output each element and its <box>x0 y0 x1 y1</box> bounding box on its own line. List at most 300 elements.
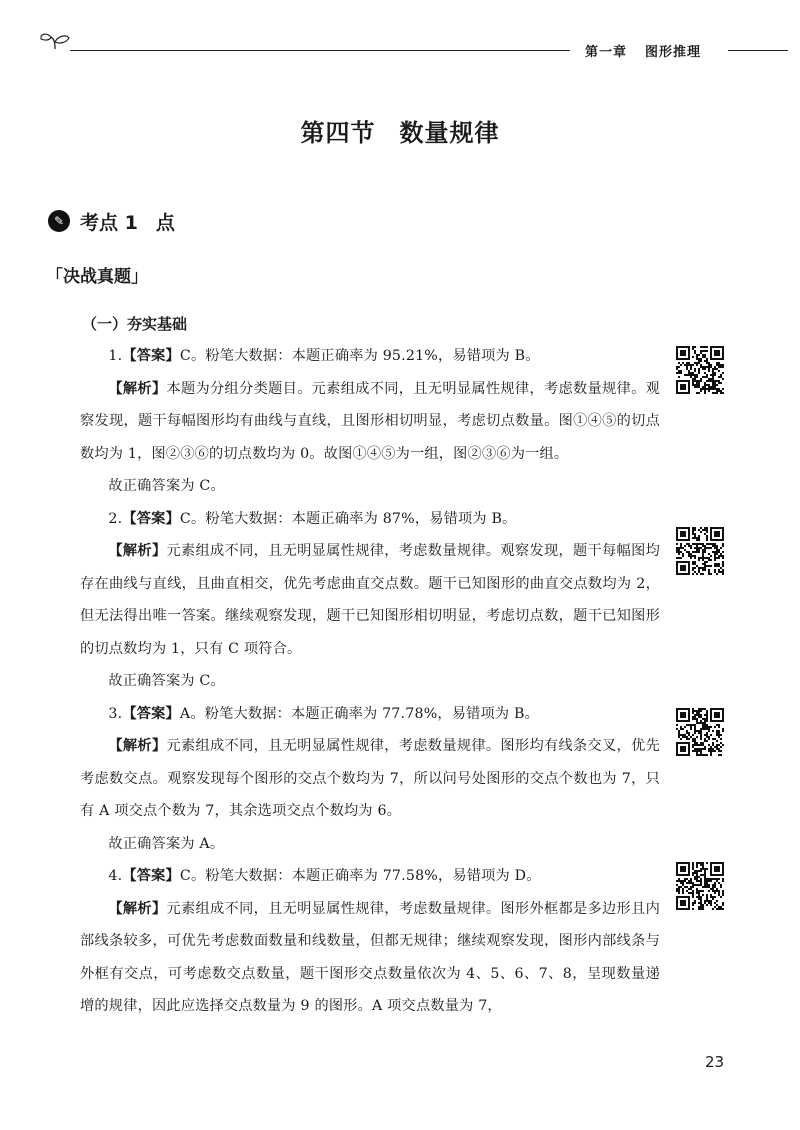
qr-module <box>688 553 690 555</box>
qr-module <box>714 382 716 384</box>
qr-module <box>722 730 724 732</box>
qr-finder-module <box>680 350 686 356</box>
qr-module <box>690 880 692 882</box>
qr-module <box>718 388 720 390</box>
qr-module <box>704 547 706 549</box>
qr-module <box>694 738 696 740</box>
qr-module <box>690 374 692 376</box>
qr-module <box>696 748 698 750</box>
analysis-paragraph: 【解析】元素组成不同，且无明显属性规律，考虑数量规律。图形外框都是多边形且内部线条较多，可优先考虑数面数量和线数量，但都无规律；继续观察发现，图形内部线条与外框有交点，可考虑数交点数量，题干图形交点数量依次为 4、5、6、7、8，呈现数量递增的规律，因此应选择交点数量为 9 的图形。A 项交点数量为 7， <box>80 900 660 1014</box>
qr-module <box>696 551 698 553</box>
qr-module <box>708 569 710 571</box>
qr-module <box>702 573 704 575</box>
qr-module <box>700 390 702 392</box>
qr-module <box>696 392 698 394</box>
qr-module <box>710 746 712 748</box>
qr-module <box>692 716 694 718</box>
qr-module <box>698 372 700 374</box>
qr-module <box>720 746 722 748</box>
qr-module <box>708 362 710 364</box>
qr-module <box>696 364 698 366</box>
section-number: 第四节 <box>300 119 376 147</box>
qr-finder-module <box>680 565 686 571</box>
qr-module <box>688 892 690 894</box>
qr-module <box>702 708 704 710</box>
qr-module <box>694 380 696 382</box>
qr-module <box>698 908 700 910</box>
qr-module <box>706 557 708 559</box>
qr-module <box>694 876 696 878</box>
qr-module <box>690 728 692 730</box>
qr-module <box>708 750 710 752</box>
qr-code-icon[interactable] <box>676 862 724 910</box>
qr-module <box>704 360 706 362</box>
qr-module <box>710 894 712 896</box>
qr-module <box>682 890 684 892</box>
qr-module <box>704 569 706 571</box>
qr-module <box>716 878 718 880</box>
qr-module <box>704 549 706 551</box>
qr-module <box>678 886 680 888</box>
qr-module <box>692 569 694 571</box>
tag-label: 【答案】 <box>122 868 180 884</box>
qr-module <box>706 529 708 531</box>
qr-module <box>712 378 714 380</box>
qr-module <box>692 382 694 384</box>
qr-module <box>706 728 708 730</box>
qr-module <box>716 565 718 567</box>
qr-module <box>718 569 720 571</box>
qr-module <box>680 728 682 730</box>
qr-finder-module <box>680 531 686 537</box>
qr-module <box>706 878 708 880</box>
qr-module <box>696 730 698 732</box>
qr-module <box>704 718 706 720</box>
qr-module <box>676 372 678 374</box>
qr-module <box>694 563 696 565</box>
qr-module <box>692 874 694 876</box>
qr-module <box>696 714 698 716</box>
qr-module <box>700 730 702 732</box>
qr-module <box>694 370 696 372</box>
qr-module <box>718 908 720 910</box>
qr-module <box>678 730 680 732</box>
qr-module <box>698 559 700 561</box>
qr-module <box>676 888 678 890</box>
qr-module <box>698 567 700 569</box>
qr-module <box>712 386 714 388</box>
qr-module <box>694 884 696 886</box>
qr-module <box>704 746 706 748</box>
qr-module <box>700 722 702 724</box>
qr-module <box>698 571 700 573</box>
qr-module <box>706 535 708 537</box>
qr-module <box>704 708 706 710</box>
qr-module <box>688 555 690 557</box>
qr-module <box>722 878 724 880</box>
qr-module <box>702 354 704 356</box>
qr-module <box>706 388 708 390</box>
qr-module <box>706 537 708 539</box>
qr-module <box>710 752 712 754</box>
qr-module <box>714 892 716 894</box>
qr-code-icon[interactable] <box>676 527 724 575</box>
qr-module <box>714 551 716 553</box>
qr-module <box>694 726 696 728</box>
qr-module <box>692 890 694 892</box>
qr-module <box>698 730 700 732</box>
qr-module <box>698 716 700 718</box>
qr-module <box>708 890 710 892</box>
qr-module <box>704 876 706 878</box>
qr-module <box>686 738 688 740</box>
qr-module <box>688 545 690 547</box>
qr-module <box>700 904 702 906</box>
qr-module <box>700 366 702 368</box>
qr-module <box>710 904 712 906</box>
qr-module <box>722 744 724 746</box>
qr-module <box>720 886 722 888</box>
qr-module <box>722 388 724 390</box>
qr-module <box>702 563 704 565</box>
qr-module <box>706 734 708 736</box>
qr-module <box>702 549 704 551</box>
qr-module <box>692 708 694 710</box>
qr-module <box>698 862 700 864</box>
qr-module <box>682 555 684 557</box>
qr-module <box>690 878 692 880</box>
qr-finder-module <box>714 866 720 872</box>
qr-module <box>696 537 698 539</box>
qr-module <box>708 370 710 372</box>
qr-module <box>706 539 708 541</box>
qr-module <box>704 529 706 531</box>
qr-module <box>698 392 700 394</box>
qr-module <box>678 376 680 378</box>
qr-module <box>704 366 706 368</box>
qr-module <box>710 378 712 380</box>
kaodian-text <box>80 208 175 235</box>
qr-module <box>712 730 714 732</box>
qr-module <box>706 716 708 718</box>
qr-module <box>708 565 710 567</box>
qr-module <box>710 386 712 388</box>
qr-module <box>694 555 696 557</box>
qr-module <box>716 545 718 547</box>
qr-module <box>704 567 706 569</box>
qr-module <box>688 880 690 882</box>
qr-module <box>680 551 682 553</box>
qr-module <box>708 378 710 380</box>
qr-module <box>714 384 716 386</box>
qr-module <box>700 531 702 533</box>
qr-module <box>694 384 696 386</box>
qr-module <box>718 555 720 557</box>
conclusion-line: 故正确答案为 C。 <box>108 673 225 689</box>
qr-module <box>716 888 718 890</box>
qr-module <box>700 878 702 880</box>
qr-module <box>704 748 706 750</box>
qr-module <box>706 886 708 888</box>
qr-module <box>714 372 716 374</box>
qr-module <box>690 366 692 368</box>
qr-module <box>720 547 722 549</box>
answer-line: 3.【答案】A。粉笔大数据：本题正确率为 77.78%，易错项为 B。 <box>108 705 540 722</box>
qr-module <box>680 370 682 372</box>
conclusion-line: 故正确答案为 A。 <box>108 835 225 852</box>
qr-module <box>720 908 722 910</box>
qr-module <box>718 376 720 378</box>
qr-module <box>696 870 698 872</box>
qr-module <box>718 744 720 746</box>
qr-module <box>708 368 710 370</box>
qr-module <box>714 565 716 567</box>
qr-module <box>710 734 712 736</box>
running-header <box>0 0 800 70</box>
tag-label: 【解析】 <box>108 543 167 559</box>
qr-module <box>720 754 722 756</box>
qr-module <box>722 563 724 565</box>
qr-module <box>696 892 698 894</box>
qr-module <box>696 382 698 384</box>
header-rule-left <box>70 50 570 51</box>
qr-module <box>692 543 694 545</box>
qr-module <box>710 888 712 890</box>
qr-module <box>696 866 698 868</box>
qr-module <box>694 362 696 364</box>
qr-module <box>692 533 694 535</box>
qr-module <box>694 346 696 348</box>
qr-module <box>696 545 698 547</box>
qr-module <box>702 350 704 352</box>
qr-module <box>676 551 678 553</box>
qr-code-icon[interactable] <box>676 346 724 394</box>
qr-module <box>714 569 716 571</box>
qr-module <box>722 366 724 368</box>
qr-module <box>700 720 702 722</box>
qr-module <box>678 880 680 882</box>
qr-module <box>704 728 706 730</box>
qr-module <box>686 882 688 884</box>
qr-module <box>718 748 720 750</box>
qr-module <box>700 744 702 746</box>
qr-module <box>704 368 706 370</box>
qr-module <box>696 573 698 575</box>
qr-module <box>718 882 720 884</box>
qr-module <box>718 892 720 894</box>
qr-module <box>692 864 694 866</box>
qr-module <box>686 374 688 376</box>
qr-module <box>706 880 708 882</box>
qr-module <box>712 392 714 394</box>
qr-module <box>718 551 720 553</box>
qr-module <box>698 884 700 886</box>
qr-module <box>698 748 700 750</box>
qr-module <box>718 557 720 559</box>
qr-module <box>702 862 704 864</box>
qr-module <box>706 724 708 726</box>
qr-module <box>712 908 714 910</box>
qr-module <box>704 874 706 876</box>
qr-module <box>694 535 696 537</box>
qr-module <box>714 882 716 884</box>
qr-module <box>688 364 690 366</box>
qr-module <box>676 547 678 549</box>
qr-module <box>714 386 716 388</box>
qr-module <box>712 886 714 888</box>
qr-module <box>694 547 696 549</box>
qr-module <box>696 539 698 541</box>
qr-module <box>718 726 720 728</box>
answer-line: 4.【答案】C。粉笔大数据：本题正确率为 77.58%，易错项为 D。 <box>108 868 541 884</box>
qr-module <box>692 573 694 575</box>
qr-module <box>688 888 690 890</box>
qr-module <box>690 557 692 559</box>
qr-module <box>708 384 710 386</box>
qr-module <box>714 750 716 752</box>
qr-module <box>684 549 686 551</box>
qr-module <box>704 354 706 356</box>
qr-module <box>692 356 694 358</box>
qr-module <box>722 561 724 563</box>
qr-module <box>692 561 694 563</box>
qr-module <box>700 557 702 559</box>
qr-module <box>706 366 708 368</box>
qr-module <box>686 886 688 888</box>
qr-module <box>696 872 698 874</box>
qr-module <box>702 559 704 561</box>
qr-module <box>716 384 718 386</box>
qr-module <box>718 380 720 382</box>
qr-module <box>680 726 682 728</box>
qr-module <box>700 732 702 734</box>
qr-module <box>714 890 716 892</box>
qr-module <box>706 862 708 864</box>
qr-module <box>678 888 680 890</box>
qr-module <box>696 543 698 545</box>
qr-module <box>702 553 704 555</box>
qr-module <box>686 364 688 366</box>
answer-line: 1.【答案】C。粉笔大数据：本题正确率为 95.21%，易错项为 B。 <box>108 348 540 364</box>
qr-module <box>704 561 706 563</box>
qr-module <box>714 884 716 886</box>
qr-module <box>700 378 702 380</box>
qr-module <box>700 742 702 744</box>
qr-module <box>708 730 710 732</box>
qr-module <box>696 862 698 864</box>
kaodian-label: 考点 1 <box>80 212 138 234</box>
qr-module <box>700 908 702 910</box>
sprout-icon <box>38 30 72 50</box>
qr-module <box>706 732 708 734</box>
qr-module <box>698 712 700 714</box>
qr-module <box>708 744 710 746</box>
qr-module <box>714 366 716 368</box>
qr-module <box>692 724 694 726</box>
qr-module <box>718 732 720 734</box>
qr-module <box>694 571 696 573</box>
qr-module <box>702 557 704 559</box>
qr-module <box>690 736 692 738</box>
qr-module <box>704 726 706 728</box>
qr-module <box>704 545 706 547</box>
qr-module <box>680 372 682 374</box>
qr-module <box>706 726 708 728</box>
answer-item <box>80 698 660 861</box>
qr-module <box>716 392 718 394</box>
qr-module <box>702 555 704 557</box>
qr-module <box>708 884 710 886</box>
qr-module <box>688 370 690 372</box>
qr-code-icon[interactable] <box>676 708 724 756</box>
qr-module <box>708 573 710 575</box>
qr-module <box>706 384 708 386</box>
qr-module <box>696 876 698 878</box>
qr-module <box>704 372 706 374</box>
qr-module <box>722 728 724 730</box>
qr-module <box>710 380 712 382</box>
qr-module <box>722 894 724 896</box>
qr-module <box>706 360 708 362</box>
qr-module <box>692 380 694 382</box>
qr-module <box>714 388 716 390</box>
qr-module <box>692 555 694 557</box>
qr-module <box>694 710 696 712</box>
qr-module <box>686 878 688 880</box>
qr-module <box>698 896 700 898</box>
qr-module <box>698 354 700 356</box>
qr-module <box>710 364 712 366</box>
qr-module <box>696 712 698 714</box>
qr-module <box>694 350 696 352</box>
qr-module <box>718 382 720 384</box>
qr-module <box>692 896 694 898</box>
qr-module <box>694 527 696 529</box>
qr-module <box>722 551 724 553</box>
qr-module <box>712 376 714 378</box>
qr-module <box>696 718 698 720</box>
qr-module <box>712 744 714 746</box>
qr-module <box>700 388 702 390</box>
qr-module <box>714 726 716 728</box>
qr-module <box>720 382 722 384</box>
qr-module <box>722 565 724 567</box>
qr-module <box>694 730 696 732</box>
qr-module <box>712 884 714 886</box>
qr-module <box>720 392 722 394</box>
qr-module <box>694 533 696 535</box>
qr-module <box>700 350 702 352</box>
qr-module <box>700 862 702 864</box>
qr-module <box>690 545 692 547</box>
qr-module <box>696 720 698 722</box>
qr-module <box>692 563 694 565</box>
qr-module <box>696 752 698 754</box>
qr-module <box>718 549 720 551</box>
qr-module <box>698 535 700 537</box>
qr-module <box>708 748 710 750</box>
qr-module <box>722 908 724 910</box>
qr-module <box>696 880 698 882</box>
qr-module <box>698 368 700 370</box>
qr-module <box>700 868 702 870</box>
qr-module <box>700 896 702 898</box>
qr-module <box>702 368 704 370</box>
qr-module <box>696 888 698 890</box>
qr-module <box>698 890 700 892</box>
qr-module <box>710 754 712 756</box>
qr-module <box>700 864 702 866</box>
